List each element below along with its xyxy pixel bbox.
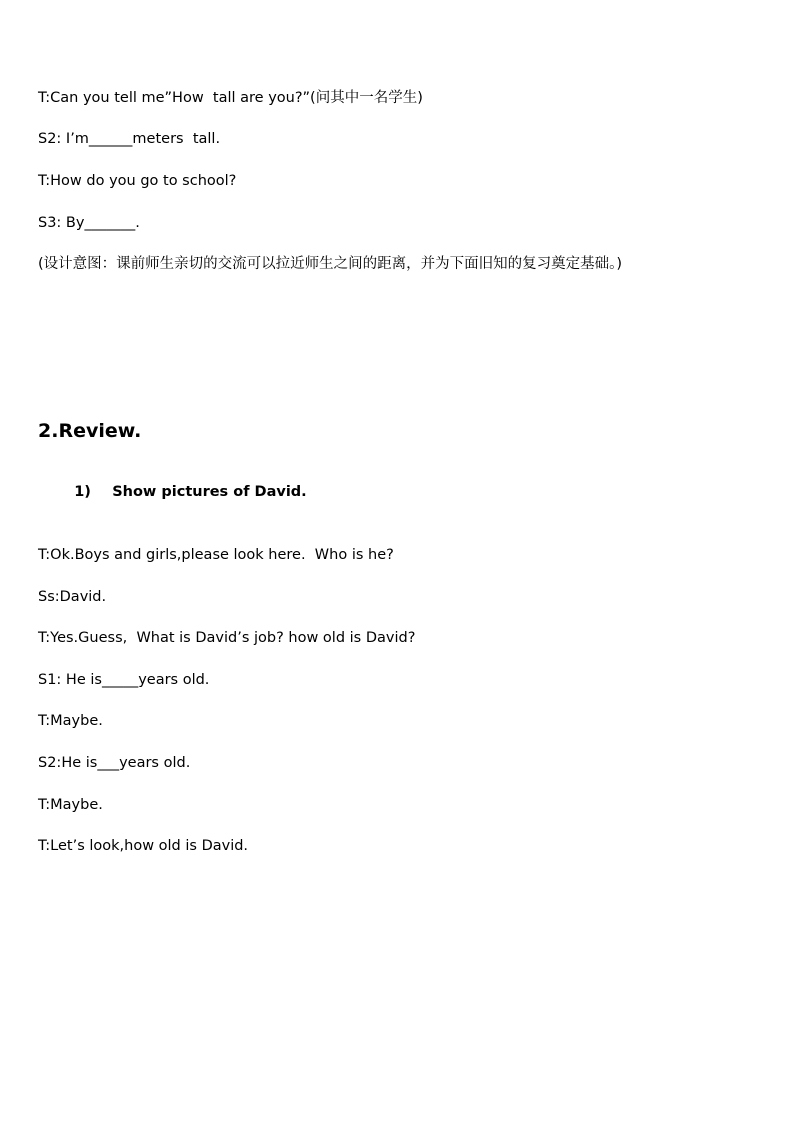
dialogue-line: T:Let’s look,how old is David. — [38, 838, 249, 854]
dialogue-line: Ss:David. — [38, 589, 107, 605]
design-intent-note: (设计意图：课前师生亲切的交流可以拉近师生之间的距离，并为下面旧知的复习奠定基础。) — [38, 256, 623, 272]
list-item-text: Show pictures of David. — [112, 484, 307, 500]
list-item — [54, 462, 307, 522]
dialogue-line: T:Ok.Boys and girls,please look here. Who is he? — [38, 547, 394, 563]
dialogue-line: S2: I’m______meters tall. — [38, 131, 221, 147]
dialogue-line: S2:He is___years old. — [38, 755, 191, 771]
dialogue-line: T:Yes.Guess, What is David’s job? how old is David? — [38, 630, 416, 646]
dialogue-line: S3: By_______. — [38, 215, 140, 231]
dialogue-line: T:Can you tell me”How tall are you?”(问其中一名学生) — [38, 90, 423, 106]
list-item-number: 1) — [74, 484, 91, 500]
dialogue-line: T:How do you go to school? — [38, 173, 237, 189]
dialogue-line: T:Maybe. — [38, 797, 103, 813]
section-heading: 2.Review. — [38, 420, 142, 442]
dialogue-line: T:Maybe. — [38, 713, 103, 729]
dialogue-line: S1: He is_____years old. — [38, 672, 210, 688]
